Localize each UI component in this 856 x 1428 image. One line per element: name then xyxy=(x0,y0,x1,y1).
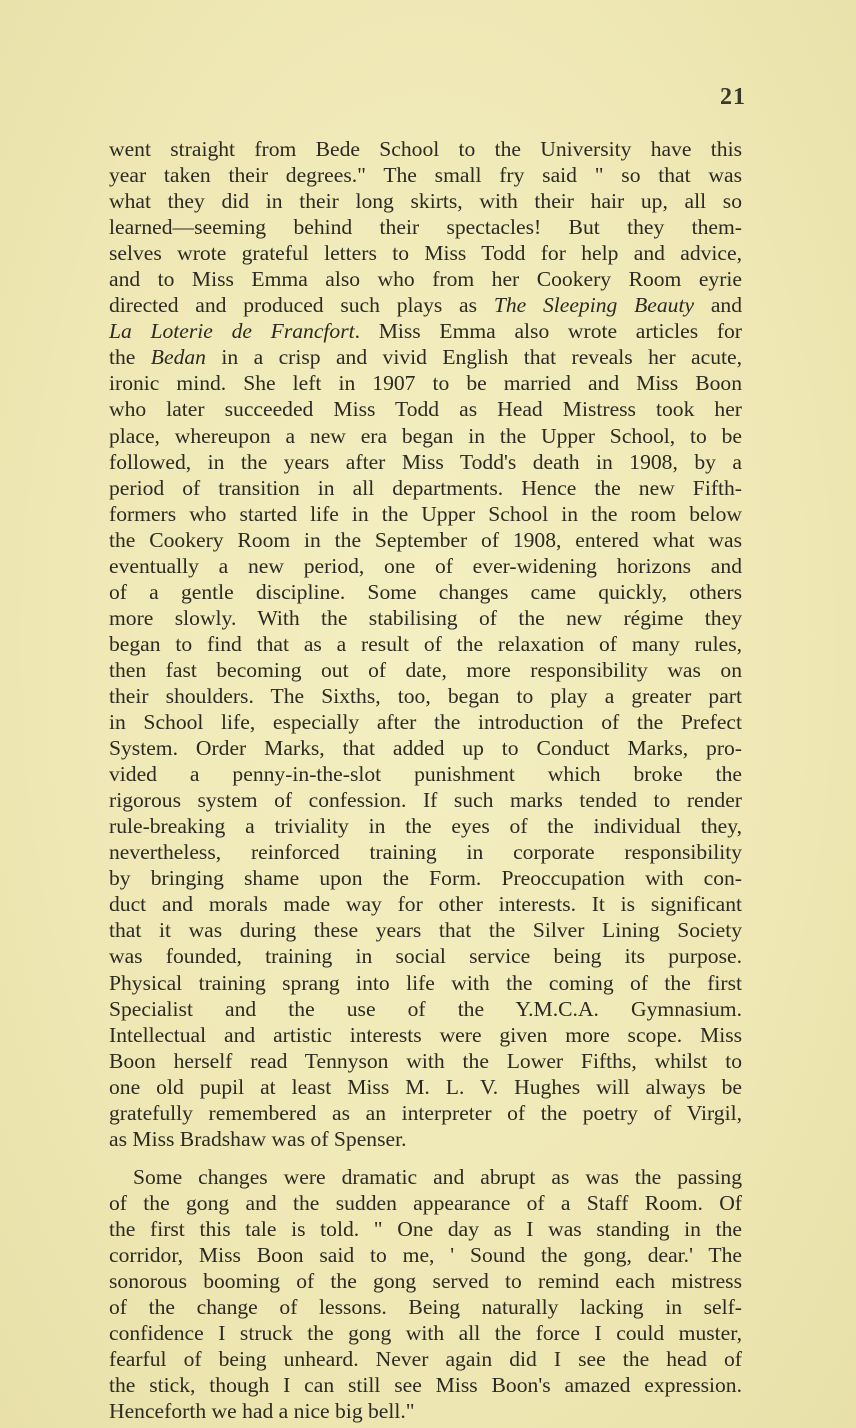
text-line: year taken their degrees." The small fry said " so that was xyxy=(109,163,742,188)
text-line: Henceforth we had a nice big bell." xyxy=(109,1399,415,1424)
text-line: Specialist and the use of the Y.M.C.A. Gymnasium. xyxy=(109,996,742,1021)
text-line: period of transition in all departments. Hence the new Fifth- xyxy=(109,475,742,500)
text-line: corridor, Miss Boon said to me, ' Sound the gong, dear.' The xyxy=(109,1242,742,1267)
italic-title: Bedan xyxy=(150,345,206,370)
text-line: then fast becoming out of date, more responsibility was on xyxy=(109,657,742,682)
text-line: ironic mind. She left in 1907 to be married and Miss Boon xyxy=(109,371,742,396)
text-line: more slowly. With the stabilising of the new régime they xyxy=(109,605,742,630)
text-line: nevertheless, reinforced training in corporate responsibility xyxy=(109,840,742,865)
text-line: and to Miss Emma also who from her Cookery Room eyrie xyxy=(109,267,742,292)
text-line: who later succeeded Miss Todd as Head Mistress took her xyxy=(109,397,742,422)
text-line: Physical training sprang into life with the coming of the first xyxy=(109,970,742,995)
text-line: eventually a new period, one of ever-widening horizons and xyxy=(109,553,742,578)
page-number: 21 xyxy=(720,84,746,110)
text-line: place, whereupon a new era began in the Upper School, to be xyxy=(109,423,742,448)
text-line: System. Order Marks, that added up to Conduct Marks, pro- xyxy=(109,736,742,761)
text-line: learned—seeming behind their spectacles! But they them- xyxy=(109,215,742,240)
text-line: sonorous booming of the gong served to remind each mistress xyxy=(109,1269,742,1294)
text-line: went straight from Bede School to the University have this xyxy=(109,137,742,161)
text-line: followed, in the years after Miss Todd's death in 1908, by a xyxy=(109,449,742,474)
text-line: the Bedan in a crisp and vivid English that reveals her acute, xyxy=(109,345,743,370)
text-line: of the change of lessons. Being naturally lacking in self- xyxy=(109,1295,742,1320)
text-line: that it was during these years that the Silver Lining Society xyxy=(109,918,742,943)
text-line: of the gong and the sudden appearance of a Staff Room. Of xyxy=(109,1190,742,1215)
paragraph-2 xyxy=(109,1164,742,1424)
text-line: the stick, though I can still see Miss Boon's amazed expression. xyxy=(109,1373,742,1398)
text-line: what they did in their long skirts, with their hair up, all so xyxy=(109,189,742,214)
text-line: duct and morals made way for other interests. It is significant xyxy=(109,892,742,917)
text-line: selves wrote grateful letters to Miss Todd for help and advice, xyxy=(109,241,742,266)
text-line: Intellectual and artistic interests were given more scope. Miss xyxy=(109,1022,742,1047)
text-line: of a gentle discipline. Some changes came quickly, others xyxy=(109,579,742,604)
text-line: the Cookery Room in the September of 1908, entered what was xyxy=(109,527,742,552)
text-line: Boon herself read Tennyson with the Lower Fifths, whilst to xyxy=(109,1048,742,1073)
text-line: vided a penny-in-the-slot punishment which broke the xyxy=(109,762,742,787)
italic-title: The Sleeping Beauty xyxy=(493,293,695,318)
text-line: confidence I struck the gong with all the force I could muster, xyxy=(109,1321,742,1346)
text-line: in School life, especially after the introduction of the Prefect xyxy=(109,710,742,735)
text-line: Some changes were dramatic and abrupt as was the passing xyxy=(133,1164,742,1189)
paragraph-1 xyxy=(109,136,742,1152)
text-line: was founded, training in social service being its purpose. xyxy=(109,944,742,969)
text-line: rigorous system of confession. If such marks tended to render xyxy=(109,788,742,813)
text-line: fearful of being unheard. Never again did I see the head of xyxy=(109,1347,742,1372)
italic-title: La Loterie de Francfort xyxy=(109,319,355,344)
text-line: rule-breaking a triviality in the eyes of the individual they, xyxy=(109,814,742,839)
text-line: their shoulders. The Sixths, too, began to play a greater part xyxy=(109,683,742,708)
text-line: gratefully remembered as an interpreter of the poetry of Virgil, xyxy=(109,1100,742,1125)
text-line: La Loterie de Francfort. Miss Emma also wrote articles for xyxy=(109,319,742,344)
text-line: as Miss Bradshaw was of Spenser. xyxy=(109,1126,407,1151)
body-text xyxy=(109,136,742,1424)
text-line: directed and produced such plays as The Sleeping Beauty and xyxy=(109,293,742,318)
text-line: by bringing shame upon the Form. Preoccupation with con- xyxy=(109,866,742,891)
text-line: one old pupil at least Miss M. L. V. Hughes will always be xyxy=(109,1074,742,1099)
text-line: the first this tale is told. " One day as I was standing in the xyxy=(109,1216,742,1241)
text-line: formers who started life in the Upper School in the room below xyxy=(109,501,742,526)
text-line: began to find that as a result of the relaxation of many rules, xyxy=(109,631,742,656)
